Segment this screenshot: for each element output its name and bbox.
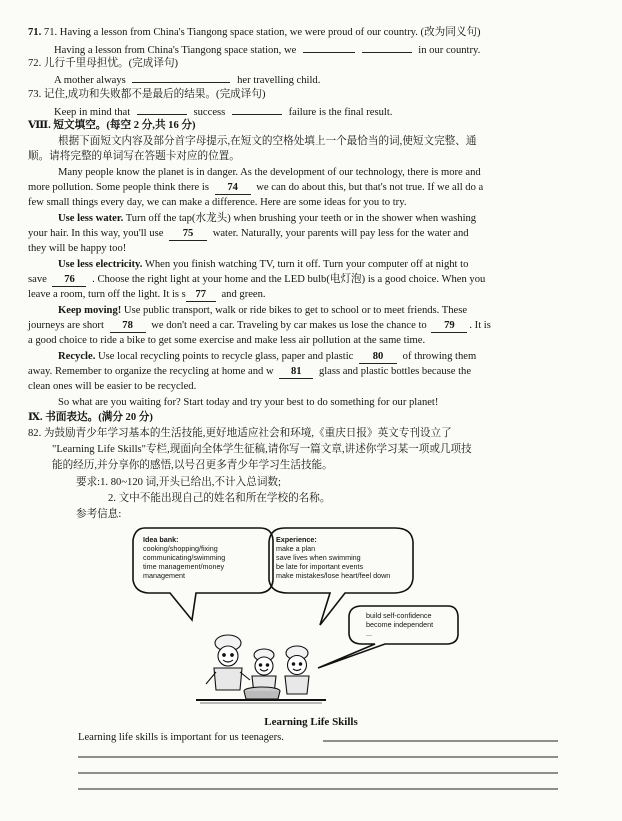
text: and green. <box>221 289 266 300</box>
blank-77[interactable]: 77 <box>186 288 216 302</box>
text: we don't need a car. Traveling by car makes us lose the chance to <box>151 320 427 331</box>
text: . It is <box>469 320 491 331</box>
blank-74[interactable]: 74 <box>215 181 251 195</box>
text: of throwing them <box>402 351 477 362</box>
feeling-item: build self-confidence <box>366 611 432 620</box>
experience-item: save lives when swimming <box>276 553 361 562</box>
text: more pollution. Some people think there is <box>28 182 209 193</box>
idea-bank-item: management <box>143 571 185 580</box>
heading-use-less-electricity: Use less electricity. <box>58 259 143 270</box>
feelings <box>366 611 433 638</box>
text: save <box>28 274 47 285</box>
text: leave a room, turn off the light. It is s <box>28 289 186 300</box>
q73-tail: failure is the final result. <box>288 107 393 118</box>
passage-p2-l3: they will be happy too! <box>28 243 127 254</box>
text: . Choose the right light at your home and the LED bulb(电灯泡) is a good choice. When you <box>92 274 486 285</box>
q82-line2: "Learning Life Skills"专栏,现面向全体学生征稿,请你写一篇文章,讲述你学习某一项或几项技 <box>52 444 472 455</box>
text: your hair. In this way, you'll use <box>28 228 164 239</box>
feeling-item: ... <box>366 629 372 638</box>
feeling-item: become independent <box>366 620 434 629</box>
idea-bank-title: Idea bank: <box>143 535 179 544</box>
q82-line3: 能的经历,并分享你的感悟,以号召更多青少年学习生活技能。 <box>52 460 333 471</box>
blank-75[interactable]: 75 <box>169 227 207 241</box>
experience <box>276 535 390 580</box>
experience-item: make a plan <box>276 544 316 553</box>
text: When you finish watching TV, turn it off. Turn your computer off at night to <box>144 259 469 270</box>
q73-mid: success <box>193 107 226 118</box>
text: Use public transport, walk or ride bikes to get to school or to meet friends. These <box>123 305 468 316</box>
q71-stem: Having a lesson from China's Tiangong space station, we <box>54 45 297 56</box>
q73-stem: Keep in mind that <box>54 107 131 118</box>
blank-80[interactable]: 80 <box>359 350 397 364</box>
text: we can do about this, but that's not true. If we all do a <box>256 182 484 193</box>
q71-line1: 71. 71. Having a lesson from China's Tiangong space station, we were proud of our country. (改为同义句) <box>28 27 481 38</box>
q82-line1: 82. 为鼓励青少年学习基本的生活技能,更好地适应社会和环境,《重庆日报》英文专刊设立了 <box>28 428 452 439</box>
passage-p4-l3: a good choice to ride a bike to get some exercise and make less air pollution at the same time. <box>28 335 426 346</box>
heading-keep-moving: Keep moving! <box>58 305 122 316</box>
q72-stem: A mother always <box>54 75 126 86</box>
q82-req2: 2. 文中不能出现自己的姓名和所在学校的名称。 <box>108 493 331 504</box>
q71-tail: in our country. <box>418 45 481 56</box>
experience-item: make mistakes/lose heart/feel down <box>276 571 391 580</box>
passage-p1-l1: Many people know the planet is in danger. As the development of our technology, there is more and <box>58 167 481 178</box>
idea-bank-item: time management/money <box>143 562 225 571</box>
text: glass and plastic bottles because the <box>318 366 472 377</box>
section8-inst1: 根据下面短文内容及部分首字母提示,在短文的空格处填上一个最恰当的词,使短文完整、通 <box>58 136 477 147</box>
blank-79[interactable]: 79 <box>431 319 467 333</box>
q82-req1: 要求:1. 80~120 词,开头已给出,不计入总词数; <box>76 477 281 488</box>
heading-use-less-water: Use less water. <box>58 213 124 224</box>
q72-title: 72. 儿行千里母担忧。(完成译句) <box>28 58 179 69</box>
idea-bank <box>143 535 225 580</box>
section8-title: Ⅷ. 短文填空。(每空 2 分,共 16 分) <box>28 120 196 131</box>
essay-title: Learning Life Skills <box>264 716 358 728</box>
text: journeys are short <box>28 320 104 331</box>
blank-81[interactable]: 81 <box>279 365 313 379</box>
text: away. Remember to organize the recycling at home and w <box>28 366 274 377</box>
experience-item: be late for important events <box>276 562 364 571</box>
essay-opening: Learning life skills is important for us teenagers. <box>78 732 284 743</box>
blank-76[interactable]: 76 <box>52 273 86 287</box>
text: Use local recycling points to recycle glass, paper and plastic <box>98 351 354 362</box>
kids-cooking-icon <box>196 635 326 703</box>
passage-p5-l3: clean ones will be easier to be recycled. <box>28 381 197 392</box>
section8-inst2: 顺。请将完整的单词写在答题卡对应的位置。 <box>28 151 240 162</box>
q73-title: 73. 记住,成功和失败都不是最后的结果。(完成译句) <box>28 89 266 100</box>
experience-title: Experience: <box>276 535 317 544</box>
idea-bank-item: communicating/swimming <box>143 553 226 562</box>
text: water. Naturally, your parents will pay less for the water and <box>212 228 469 239</box>
heading-recycle: Recycle. <box>58 351 96 362</box>
q71-prompt: 71. Having a lesson from China's Tiangong space station, we were proud of our country. (改为同义句) <box>43 27 481 38</box>
idea-bank-item: cooking/shopping/fixing <box>143 544 218 553</box>
blank-78[interactable]: 78 <box>110 319 146 333</box>
q82-ref: 参考信息: <box>76 509 122 520</box>
passage-closing: So what are you waiting for? Start today and try your best to do something for our planet! <box>58 397 439 408</box>
section9-title: Ⅸ. 书面表达。(满分 20 分) <box>28 412 153 423</box>
text: Turn off the tap(水龙头) when brushing your teeth or in the shower when washing <box>125 213 477 224</box>
passage-p1-l3: few small things every day, we can make a difference. Here are some ideas for you to try. <box>28 197 407 208</box>
q72-tail: her travelling child. <box>237 75 321 86</box>
